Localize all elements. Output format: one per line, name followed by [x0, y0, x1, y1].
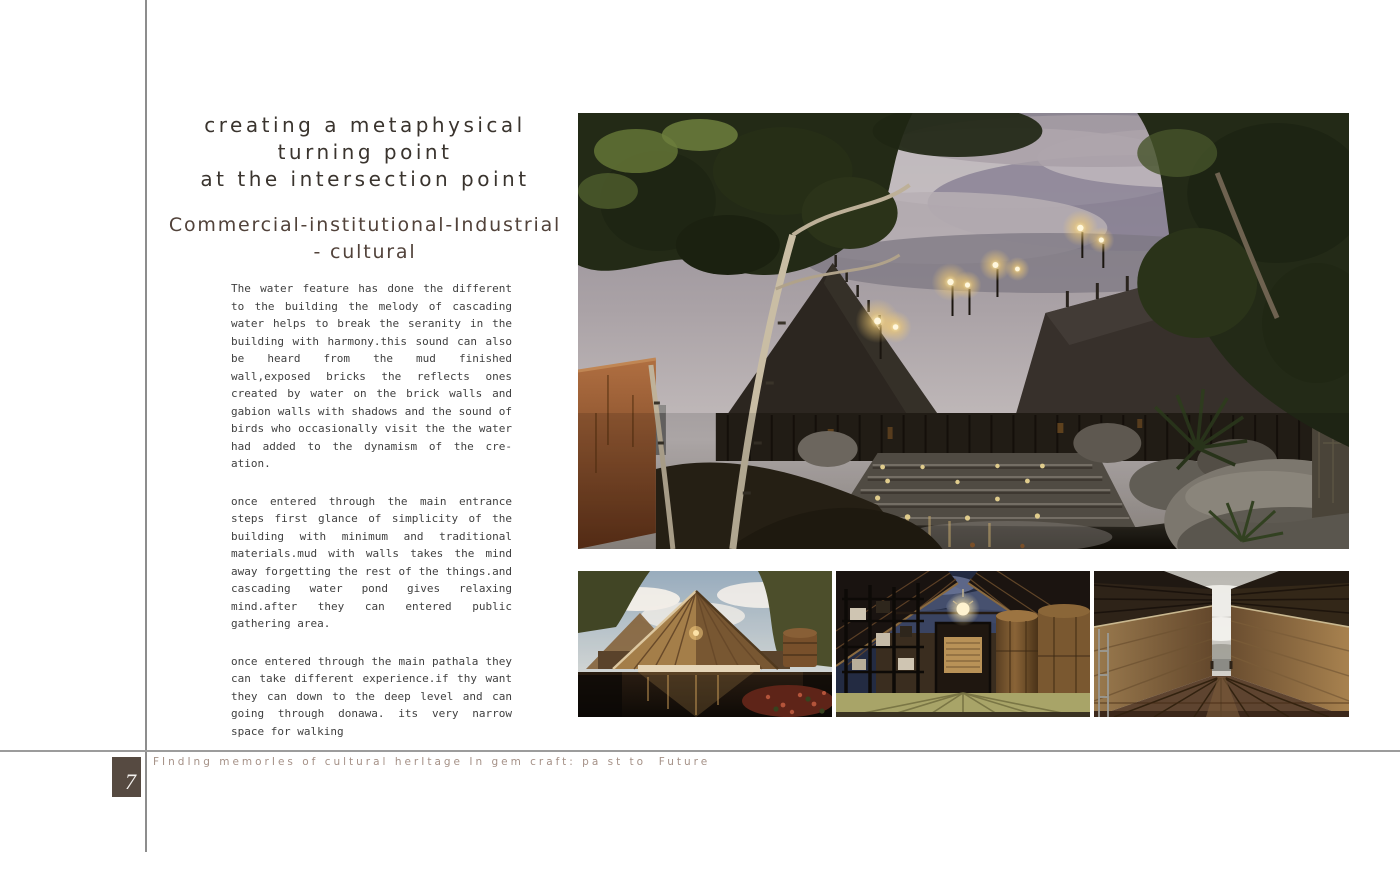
title-line-2: turning point — [277, 140, 453, 164]
left-margin-rule — [145, 0, 147, 852]
pavilion-pond-illustration — [578, 571, 832, 717]
main-render-image — [578, 113, 1349, 549]
title-line-3: at the intersection point — [200, 167, 530, 191]
subtitle-line-2: - cultural — [313, 241, 417, 263]
thumb-interior-image — [836, 571, 1090, 717]
subtitle-line-1: Commercial-institutional-Industrial — [168, 214, 562, 236]
page-subtitle — [150, 212, 580, 266]
corridor-illustration — [1094, 571, 1349, 717]
paragraph-pathala: once entered through the main pathala they can take different experience.if thy want they can down to the deep level and can going through donawa. its very narrow space for walking — [231, 654, 512, 738]
paragraph-water-feature: The water feature has done the different to the building the melody of cascading water helps to break the seranity in the building with harmony.this sound can also be heard from the mud finished wall,exposed bricks the reflects ones created by water on the brick walls and gabion walls with shadows and the sound of birds who occasionally visit the the water had added to the dynamism of the cre-ation. — [231, 282, 512, 470]
lantern-interior-illustration — [836, 571, 1090, 717]
thumb-pavilion-pond-image — [578, 571, 832, 717]
paragraph-entrance: once entered through the main entrance steps first glance of simplicity of the building with minimum and traditional materials.mud with walls takes the mind away forgetting the rest of the things.and cascading water pond gives relaxing mind.after they can entered public gathering area. — [231, 494, 512, 630]
page-number: 7 — [125, 769, 136, 794]
footer-project-title: FIndIng memorIes of cultural herItage In gem craft: pa st to Future — [153, 756, 711, 768]
footer-rule — [0, 750, 1400, 752]
page-title — [150, 112, 580, 193]
title-line-1: creating a metaphysical — [204, 113, 526, 137]
dusk-courtyard-illustration — [578, 113, 1349, 549]
thumb-corridor-image — [1094, 571, 1349, 717]
body-text-column — [231, 280, 512, 760]
